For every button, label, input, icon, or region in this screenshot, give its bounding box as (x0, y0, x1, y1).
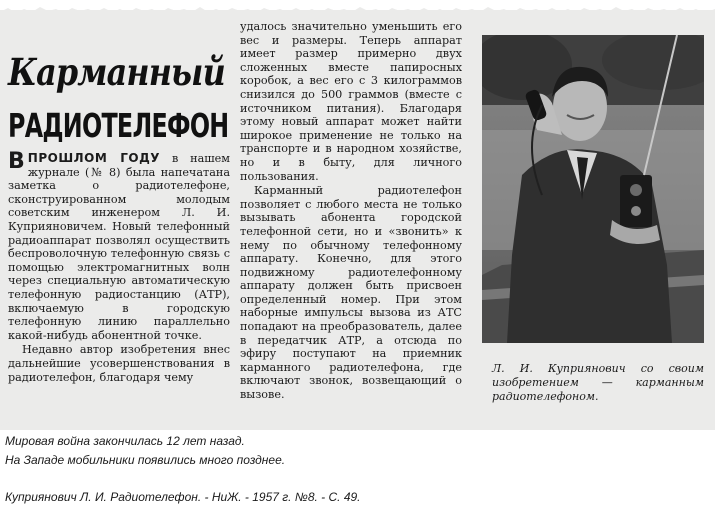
article-paragraph: Карманный радиотелефон позволяет с любого места не только вызывать абонента городской телефонной сети, но и «звонить» к нему по обычному телефонному аппарату. Конечно, для этого подвижному радиотелефонному аппарату должен быть присвоен определенный номер. При этом наборные импульсы вызова из АТС попадают на преобразователь, далее в передатчик АТР, а отсюда по эфиру поступают на приемник карманного радиотелефона, где включают звонок, возвещающий о вызове. (240, 184, 462, 402)
article-column-2 (240, 20, 462, 402)
article-column-1 (8, 149, 231, 384)
drop-cap: В (8, 149, 25, 174)
article-paragraph (8, 149, 231, 342)
source-citation: Куприянович Л. И. Радиотелефон. - НиЖ. - 1957 г. №8. - С. 49. (5, 490, 361, 504)
paragraph-text: в нашем журнале (№ 8) была напечатана заметка о радиотелефоне, сконструированном молодым советским инженером Л. И. Куприяновичем. Новый телефонный радиоаппарат позволял осуществить беспроволочную телефонную связь с помощью электромагнитных волн через специальную автоматическую телефонную радиостанцию (АТР), включаемую в городскую телефонную линию параллельно какой-нибудь абонентной точке. (8, 152, 231, 342)
headline-script: Карманный (8, 50, 225, 94)
photo-illustration (482, 35, 704, 343)
lead-in: ПРОШЛОМ ГОДУ (27, 151, 161, 165)
article-paragraph: Недавно автор изобретения внес дальнейшие усовершенствования в радиотелефон, благодаря чему (8, 343, 230, 384)
photo-caption: Л. И. Куприянович со своим изобретением — карманным радиотелефоном. (492, 362, 704, 403)
torn-bottom-edge (0, 418, 715, 434)
headline-title: РАДИОТЕЛЕФОН (8, 106, 229, 145)
inventor-photo (482, 35, 704, 343)
article-paragraph: удалось значительно уменьшить его вес и размеры. Теперь аппарат имеет размер примерно двух сложенных вместе папиросных коробок, а вес его с 3 килограммов снизился до 500 граммов (вместе с источником питания). Благодаря этому новый аппарат может найти широкое применение не только на транспорте и в народном хозяйстве, но и в быту, для личного пользования. (240, 20, 462, 183)
comment-line-1: Мировая война закончилась 12 лет назад. (5, 434, 245, 448)
comment-line-2: На Западе мобильники появились много позднее. (5, 453, 286, 467)
